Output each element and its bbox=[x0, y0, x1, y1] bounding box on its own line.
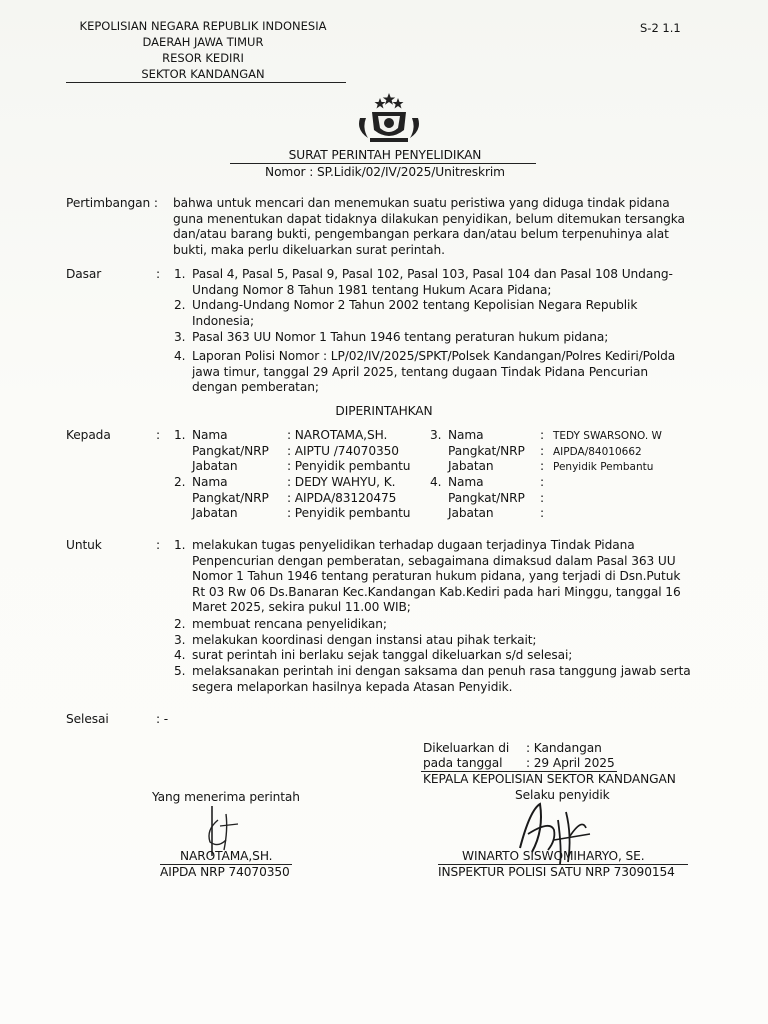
untuk-item-num: 1. bbox=[174, 538, 186, 552]
untuk-item-num: 5. bbox=[174, 664, 186, 678]
dasar-item-line: jawa timur, tanggal 29 April 2025, tentang dugaan Tindak Pidana Pencurian bbox=[192, 364, 648, 379]
dasar-item-line: Undang Nomor 8 Tahun 1981 tentang Hukum Acara Pidana; bbox=[192, 282, 552, 297]
dasar-item bbox=[192, 349, 675, 396]
receiver-caption: Yang menerima perintah bbox=[152, 790, 300, 804]
pangkat-label: Pangkat/NRP bbox=[192, 443, 269, 458]
kepada-label: Kepada bbox=[66, 428, 111, 442]
jabatan-label: Jabatan bbox=[448, 459, 494, 473]
person-num: 4. bbox=[430, 475, 442, 489]
dasar-item-num: 1. bbox=[174, 267, 186, 281]
dasar-item bbox=[192, 298, 637, 329]
header-underline bbox=[66, 82, 346, 83]
person-num: 2. bbox=[174, 475, 186, 489]
org-line-1: KEPOLISIAN NEGARA REPUBLIK INDONESIA bbox=[79, 19, 327, 33]
pangkat-label: Pangkat/NRP bbox=[192, 490, 269, 505]
pertimbangan-line: bahwa untuk mencari dan menemukan suatu peristiwa yang diduga tindak pidana bbox=[173, 196, 670, 210]
jabatan-label: Jabatan bbox=[192, 459, 238, 473]
dasar-item-num: 2. bbox=[174, 298, 186, 312]
document-number: Nomor : SP.Lidik/02/IV/2025/Unitreskrim bbox=[265, 165, 505, 179]
dasar-colon: : bbox=[156, 267, 161, 281]
person-1-labels bbox=[192, 428, 269, 475]
untuk-item bbox=[192, 633, 536, 649]
person-name: : DEDY WAHYU, K. bbox=[287, 475, 396, 489]
untuk-item-line: Rt 03 Rw 06 Ds.Banaran Kec.Kandangan Kab.Kediri pada hari Minggu, tanggal 16 bbox=[192, 584, 681, 599]
person-rank: : bbox=[540, 490, 545, 505]
document-title: SURAT PERINTAH PENYELIDIKAN bbox=[288, 148, 482, 162]
person-rank: : AIPDA/83120475 bbox=[287, 490, 397, 505]
org-header bbox=[62, 18, 344, 82]
untuk-item-line: Nomor 1 Tahun 1946 tentang peraturan hukum pidana, yang terjadi di Dsn.Putuk bbox=[192, 569, 681, 583]
issued-place-value: : Kandangan bbox=[526, 741, 602, 755]
dasar-item bbox=[192, 330, 608, 346]
untuk-item bbox=[192, 648, 572, 664]
dasar-item-num: 3. bbox=[174, 330, 186, 344]
colon: : bbox=[540, 459, 545, 473]
form-code: S-2 1.1 bbox=[640, 21, 681, 35]
nama-label: Nama bbox=[192, 428, 228, 442]
untuk-item-line: melakukan tugas penyelidikan terhadap dugaan terjadinya Tindak Pidana bbox=[192, 538, 635, 552]
untuk-item-line: melaksanakan perintah ini dengan saksama dan penuh rasa tanggung jawab serta bbox=[192, 664, 691, 678]
untuk-item-line: surat perintah ini berlaku sejak tanggal dikeluarkan s/d selesai; bbox=[192, 648, 573, 662]
selesai-value: : - bbox=[156, 712, 169, 726]
untuk-item bbox=[192, 538, 681, 616]
issuing-office: KEPALA KEPOLISIAN SEKTOR KANDANGAN bbox=[423, 772, 676, 786]
issued-date-label: pada tanggal bbox=[423, 756, 503, 770]
dasar-item-num: 4. bbox=[174, 349, 186, 363]
org-line-2: DAERAH JAWA TIMUR bbox=[142, 35, 264, 49]
dasar-item bbox=[192, 267, 673, 298]
untuk-item-line: membuat rencana penyelidikan; bbox=[192, 617, 387, 631]
dasar-item-line: Pasal 363 UU Nomor 1 Tahun 1946 tentang peraturan hukum pidana; bbox=[192, 330, 609, 344]
person-3-values bbox=[553, 429, 662, 476]
title-underline bbox=[230, 163, 536, 164]
person-2-labels bbox=[192, 475, 269, 522]
pangkat-label: Pangkat/NRP bbox=[448, 490, 525, 505]
dasar-item-line: Indonesia; bbox=[192, 313, 255, 328]
colon: : bbox=[540, 443, 545, 458]
receiver-rank: AIPDA NRP 74070350 bbox=[160, 865, 290, 879]
person-name: : NAROTAMA,SH. bbox=[287, 428, 388, 442]
person-position: : bbox=[540, 506, 545, 520]
nama-label: Nama bbox=[192, 475, 228, 489]
jabatan-label: Jabatan bbox=[192, 506, 238, 520]
person-3-labels bbox=[448, 428, 525, 475]
untuk-item bbox=[192, 617, 387, 633]
issuing-capacity: Selaku penyidik bbox=[515, 788, 610, 802]
untuk-item-line: Maret 2025, sekira pukul 11.00 WIB; bbox=[192, 600, 411, 614]
jabatan-label: Jabatan bbox=[448, 506, 494, 520]
untuk-item-line: melakukan koordinasi dengan instansi atau pihak terkait; bbox=[192, 633, 537, 647]
issued-date-value: : 29 April 2025 bbox=[526, 756, 615, 770]
dasar-item-line: Laporan Polisi Nomor : LP/02/IV/2025/SPKT/Polsek Kandangan/Polres Kediri/Polda bbox=[192, 349, 676, 363]
pertimbangan-line: bukti, maka perlu dikeluarkan surat perintah. bbox=[173, 242, 445, 257]
untuk-item-line: Penpencurian dengan pemberatan, sebagaimana dimaksud dalam Pasal 363 UU bbox=[192, 553, 676, 568]
person-rank: : AIPTU /74070350 bbox=[287, 443, 399, 458]
untuk-colon: : bbox=[156, 538, 161, 552]
issued-place-label: Dikeluarkan di bbox=[423, 741, 510, 755]
dasar-label: Dasar bbox=[66, 267, 102, 281]
nama-label: Nama bbox=[448, 428, 484, 442]
selesai-label: Selesai bbox=[66, 712, 109, 726]
pertimbangan-label: Pertimbangan : bbox=[66, 196, 158, 210]
untuk-item-num: 4. bbox=[174, 648, 186, 662]
nama-label: Nama bbox=[448, 475, 484, 489]
dasar-item-line: dengan pemberatan; bbox=[192, 380, 319, 394]
person-1-values bbox=[287, 428, 410, 475]
person-position: Penyidik Pembantu bbox=[553, 461, 654, 473]
person-3-colons bbox=[540, 428, 544, 475]
org-line-4: SEKTOR KANDANGAN bbox=[141, 67, 265, 81]
person-num: 3. bbox=[430, 428, 442, 442]
pangkat-label: Pangkat/NRP bbox=[448, 443, 525, 458]
org-line-3: RESOR KEDIRI bbox=[162, 51, 244, 65]
person-position: : Penyidik pembantu bbox=[287, 459, 411, 473]
person-name: TEDY SWARSONO. W bbox=[553, 430, 662, 442]
signer-rank: INSPEKTUR POLISI SATU NRP 73090154 bbox=[438, 865, 675, 879]
police-emblem-icon bbox=[350, 90, 428, 146]
pertimbangan-line: guna menentukan dapat tidaknya dilakukan penyidikan, belum ditemukan tersangka bbox=[173, 211, 685, 226]
untuk-item-line: segera melaporkan hasilnya kepada Atasan Penyidik. bbox=[192, 679, 513, 694]
untuk-label: Untuk bbox=[66, 538, 102, 552]
dasar-item-line: Undang-Undang Nomor 2 Tahun 2002 tentang Kepolisian Negara Republik bbox=[192, 298, 638, 312]
person-position: : Penyidik pembantu bbox=[287, 506, 411, 520]
pertimbangan-line: dan/atau barang bukti, pengembangan perkara dan/atau belum terpenuhinya alat bbox=[173, 227, 669, 241]
person-rank: AIPDA/84010662 bbox=[553, 445, 642, 458]
person-4-labels bbox=[448, 475, 525, 522]
person-num: 1. bbox=[174, 428, 186, 442]
dasar-item-line: Pasal 4, Pasal 5, Pasal 9, Pasal 102, Pasal 103, Pasal 104 dan Pasal 108 Undang- bbox=[192, 267, 673, 281]
pertimbangan-text bbox=[173, 196, 685, 258]
untuk-item-num: 2. bbox=[174, 617, 186, 631]
signer-name: WINARTO SISWOMIHARYO, SE. bbox=[462, 849, 645, 863]
person-2-values bbox=[287, 475, 410, 522]
kepada-colon: : bbox=[156, 428, 161, 442]
person-4-values bbox=[540, 475, 544, 522]
untuk-item-num: 3. bbox=[174, 633, 186, 647]
receiver-name: NAROTAMA,SH. bbox=[180, 849, 273, 863]
untuk-item bbox=[192, 664, 691, 695]
colon: : bbox=[540, 428, 545, 442]
person-name: : bbox=[540, 475, 545, 489]
diperintahkan-heading: DIPERINTAHKAN bbox=[335, 404, 433, 418]
